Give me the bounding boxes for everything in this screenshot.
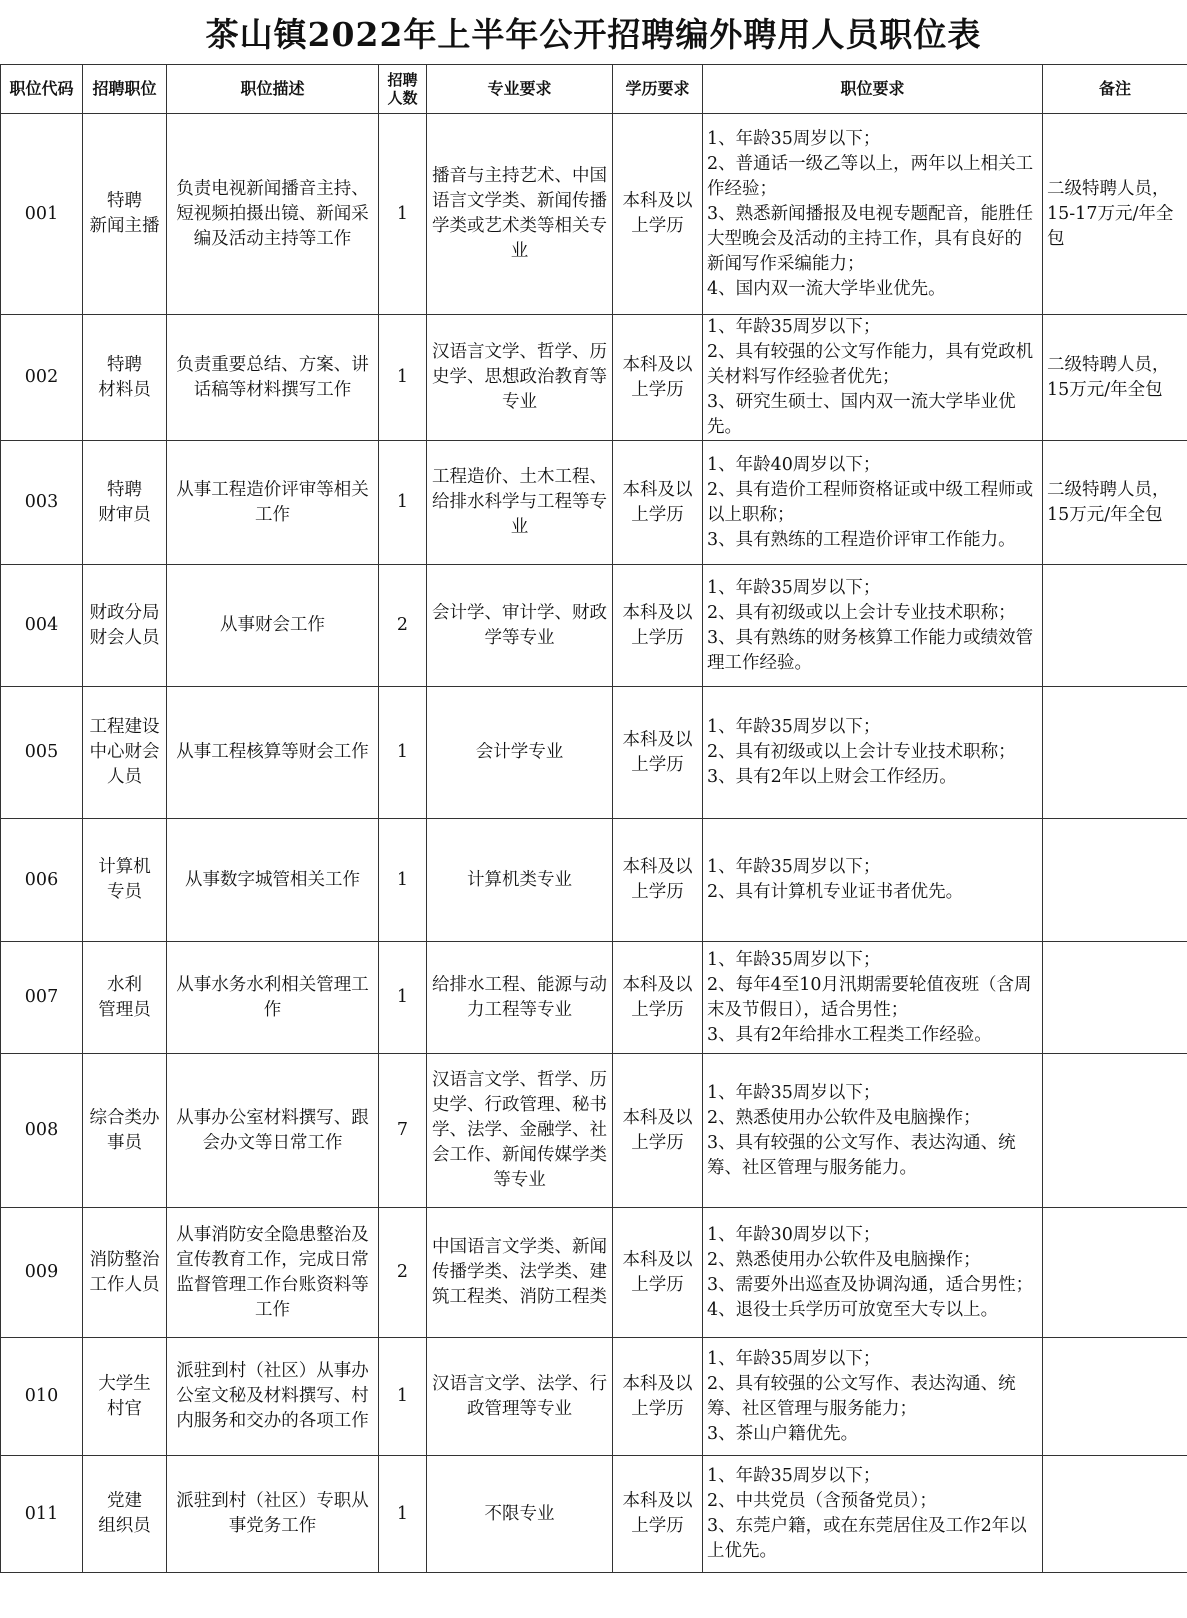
position-code-cell: 007 [1, 942, 83, 1054]
position-code-cell: 011 [1, 1456, 83, 1573]
remarks-cell: 二级特聘人员，15万元/年全包 [1043, 441, 1187, 565]
remarks-cell [1043, 565, 1187, 687]
position-code-cell: 010 [1, 1338, 83, 1456]
remarks-cell [1043, 819, 1187, 942]
major-requirement-cell: 计算机类专业 [427, 819, 613, 942]
position-description-cell: 从事工程核算等财会工作 [167, 687, 379, 819]
remarks-cell: 二级特聘人员，15万元/年全包 [1043, 315, 1187, 441]
position-code-cell: 008 [1, 1054, 83, 1208]
position-requirements-cell [703, 687, 1043, 819]
headcount-cell: 1 [379, 819, 427, 942]
positions-table [0, 64, 1187, 1573]
header-cell: 职位代码 [1, 65, 83, 114]
position-name-cell: 特聘 财审员 [83, 441, 167, 565]
education-requirement-cell: 本科及以上学历 [613, 1338, 703, 1456]
position-code-cell: 004 [1, 565, 83, 687]
remarks-cell: 二级特聘人员，15-17万元/年全包 [1043, 114, 1187, 315]
position-requirements-cell [703, 942, 1043, 1054]
requirement-item: 3、茶山户籍优先。 [707, 1423, 859, 1444]
position-name-cell: 综合类办事员 [83, 1054, 167, 1208]
header-cell: 职位要求 [703, 65, 1043, 114]
table-row [1, 114, 1187, 315]
position-description-cell: 负责电视新闻播音主持、短视频拍摄出镜、新闻采编及活动主持等工作 [167, 114, 379, 315]
major-requirement-cell: 会计学专业 [427, 687, 613, 819]
headcount-cell: 1 [379, 942, 427, 1054]
education-requirement-cell: 本科及以上学历 [613, 441, 703, 565]
headcount-cell: 1 [379, 114, 427, 315]
requirement-item: 4、国内双一流大学毕业优先。 [707, 278, 946, 299]
position-requirements-cell [703, 114, 1043, 315]
table-row [1, 1208, 1187, 1338]
requirement-item: 1、年龄35周岁以下； [707, 1466, 881, 1486]
education-requirement-cell: 本科及以上学历 [613, 942, 703, 1054]
requirement-item: 1、年龄35周岁以下； [707, 1348, 881, 1369]
table-row [1, 1456, 1187, 1573]
position-code-cell: 001 [1, 114, 83, 315]
requirement-item: 3、具有较强的公文写作、表达沟通、统筹、社区管理与服务能力。 [707, 1132, 1016, 1178]
education-requirement-cell: 本科及以上学历 [613, 819, 703, 942]
requirement-item: 3、具有熟练的财务核算工作能力或绩效管理工作经验。 [707, 627, 1034, 673]
position-description-cell: 派驻到村（社区）专职从事党务工作 [167, 1456, 379, 1573]
headcount-cell: 2 [379, 565, 427, 687]
position-description-cell: 从事水务水利相关管理工作 [167, 942, 379, 1054]
major-requirement-cell: 工程造价、土木工程、给排水科学与工程等专业 [427, 441, 613, 565]
education-requirement-cell: 本科及以上学历 [613, 565, 703, 687]
table-row [1, 687, 1187, 819]
position-description-cell: 从事消防安全隐患整治及宣传教育工作，完成日常监督管理工作台账资料等工作 [167, 1208, 379, 1338]
position-description-cell: 从事办公室材料撰写、跟会办文等日常工作 [167, 1054, 379, 1208]
table-body [1, 114, 1187, 1573]
requirement-item: 4、退役士兵学历可放宽至大专以上。 [707, 1299, 999, 1320]
requirement-item: 3、东莞户籍，或在东莞居住及工作2年以上优先。 [707, 1516, 1027, 1561]
requirement-item: 1、年龄30周岁以下； [707, 1224, 881, 1245]
requirement-item: 2、普通话一级乙等以上，两年以上相关工作经验； [707, 153, 1034, 199]
position-name-cell: 特聘 新闻主播 [83, 114, 167, 315]
table-row [1, 441, 1187, 565]
requirement-item: 3、具有2年给排水工程类工作经验。 [707, 1024, 992, 1045]
requirement-item: 2、具有造价工程师资格证或中级工程师或以上职称； [707, 479, 1034, 525]
remarks-cell [1043, 687, 1187, 819]
header-row [1, 65, 1187, 114]
education-requirement-cell: 本科及以上学历 [613, 1456, 703, 1573]
requirement-item: 2、每年4至10月汛期需要轮值夜班（含周末及节假日），适合男性； [707, 974, 1032, 1020]
position-description-cell: 派驻到村（社区）从事办公室文秘及材料撰写、村内服务和交办的各项工作 [167, 1338, 379, 1456]
headcount-cell: 1 [379, 687, 427, 819]
education-requirement-cell: 本科及以上学历 [613, 114, 703, 315]
position-code-cell: 006 [1, 819, 83, 942]
major-requirement-cell: 给排水工程、能源与动力工程等专业 [427, 942, 613, 1054]
position-requirements-cell [703, 1338, 1043, 1456]
major-requirement-cell: 中国语言文学类、新闻传播学类、法学类、建筑工程类、消防工程类 [427, 1208, 613, 1338]
major-requirement-cell: 汉语言文学、法学、行政管理等专业 [427, 1338, 613, 1456]
position-requirements-cell [703, 441, 1043, 565]
header-cell: 备注 [1043, 65, 1187, 114]
table-row [1, 819, 1187, 942]
major-requirement-cell: 不限专业 [427, 1456, 613, 1573]
requirement-item: 3、具有熟练的工程造价评审工作能力。 [707, 529, 1016, 550]
requirement-item: 1、年龄40周岁以下； [707, 454, 881, 475]
headcount-cell: 1 [379, 1338, 427, 1456]
position-name-cell: 计算机 专员 [83, 819, 167, 942]
major-requirement-cell: 播音与主持艺术、中国语言文学类、新闻传播学类或艺术类等相关专业 [427, 114, 613, 315]
position-name-cell: 财政分局财会人员 [83, 565, 167, 687]
requirement-item: 2、中共党员（含预备党员）； [707, 1491, 937, 1511]
header-cell: 招聘人数 [379, 65, 427, 114]
requirement-item: 3、需要外出巡查及协调沟通，适合男性； [707, 1274, 1034, 1295]
position-description-cell: 从事数字城管相关工作 [167, 819, 379, 942]
page-title: 茶山镇2022年上半年公开招聘编外聘用人员职位表 [0, 0, 1187, 65]
position-name-cell: 水利 管理员 [83, 942, 167, 1054]
position-code-cell: 005 [1, 687, 83, 819]
position-code-cell: 009 [1, 1208, 83, 1338]
position-requirements-cell [703, 1208, 1043, 1338]
headcount-cell: 1 [379, 315, 427, 441]
header-cell: 学历要求 [613, 65, 703, 114]
requirement-item: 3、研究生硕士、国内双一流大学毕业优先。 [707, 392, 1016, 437]
headcount-cell: 2 [379, 1208, 427, 1338]
requirement-item: 2、具有较强的公文写作、表达沟通、统筹、社区管理与服务能力； [707, 1373, 1016, 1419]
table-row [1, 315, 1187, 441]
position-name-cell: 消防整治工作人员 [83, 1208, 167, 1338]
requirement-item: 2、具有计算机专业证书者优先。 [707, 882, 964, 902]
requirement-item: 1、年龄35周岁以下； [707, 949, 881, 970]
headcount-cell: 1 [379, 441, 427, 565]
table-row [1, 942, 1187, 1054]
requirement-item: 1、年龄35周岁以下； [707, 128, 881, 149]
remarks-cell [1043, 1054, 1187, 1208]
remarks-cell [1043, 1456, 1187, 1573]
education-requirement-cell: 本科及以上学历 [613, 1208, 703, 1338]
requirement-item: 1、年龄35周岁以下； [707, 577, 881, 598]
position-description-cell: 负责重要总结、方案、讲话稿等材料撰写工作 [167, 315, 379, 441]
remarks-cell [1043, 1208, 1187, 1338]
position-requirements-cell [703, 565, 1043, 687]
position-name-cell: 工程建设中心财会人员 [83, 687, 167, 819]
requirement-item: 1、年龄35周岁以下； [707, 717, 881, 737]
major-requirement-cell: 会计学、审计学、财政学等专业 [427, 565, 613, 687]
remarks-cell [1043, 1338, 1187, 1456]
table-row [1, 565, 1187, 687]
header-cell: 专业要求 [427, 65, 613, 114]
requirement-item: 2、熟悉使用办公软件及电脑操作； [707, 1107, 981, 1128]
education-requirement-cell: 本科及以上学历 [613, 315, 703, 441]
table-row [1, 1054, 1187, 1208]
position-requirements-cell [703, 819, 1043, 942]
table-row [1, 1338, 1187, 1456]
education-requirement-cell: 本科及以上学历 [613, 1054, 703, 1208]
requirement-item: 1、年龄35周岁以下； [707, 857, 881, 877]
position-name-cell: 特聘 材料员 [83, 315, 167, 441]
position-requirements-cell [703, 1456, 1043, 1573]
major-requirement-cell: 汉语言文学、哲学、历史学、行政管理、秘书学、法学、金融学、社会工作、新闻传媒学类等专业 [427, 1054, 613, 1208]
header-cell: 招聘职位 [83, 65, 167, 114]
requirement-item: 1、年龄35周岁以下； [707, 317, 881, 337]
position-code-cell: 002 [1, 315, 83, 441]
major-requirement-cell: 汉语言文学、哲学、历史学、思想政治教育等专业 [427, 315, 613, 441]
headcount-cell: 7 [379, 1054, 427, 1208]
requirement-item: 3、具有2年以上财会工作经历。 [707, 767, 957, 787]
requirement-item: 3、熟悉新闻播报及电视专题配音，能胜任大型晚会及活动的主持工作，具有良好的新闻写作采编能力； [707, 203, 1034, 274]
remarks-cell [1043, 942, 1187, 1054]
headcount-cell: 1 [379, 1456, 427, 1573]
header-cell: 职位描述 [167, 65, 379, 114]
position-description-cell: 从事工程造价评审等相关工作 [167, 441, 379, 565]
requirement-item: 2、具有初级或以上会计专业技术职称； [707, 742, 1016, 762]
position-name-cell: 党建 组织员 [83, 1456, 167, 1573]
position-requirements-cell [703, 315, 1043, 441]
requirement-item: 2、熟悉使用办公软件及电脑操作； [707, 1249, 981, 1270]
position-name-cell: 大学生 村官 [83, 1338, 167, 1456]
position-description-cell: 从事财会工作 [167, 565, 379, 687]
requirement-item: 2、具有初级或以上会计专业技术职称； [707, 602, 1016, 623]
position-requirements-cell [703, 1054, 1043, 1208]
education-requirement-cell: 本科及以上学历 [613, 687, 703, 819]
requirement-item: 2、具有较强的公文写作能力，具有党政机关材料写作经验者优先； [707, 342, 1034, 387]
requirement-item: 1、年龄35周岁以下； [707, 1082, 881, 1103]
position-code-cell: 003 [1, 441, 83, 565]
